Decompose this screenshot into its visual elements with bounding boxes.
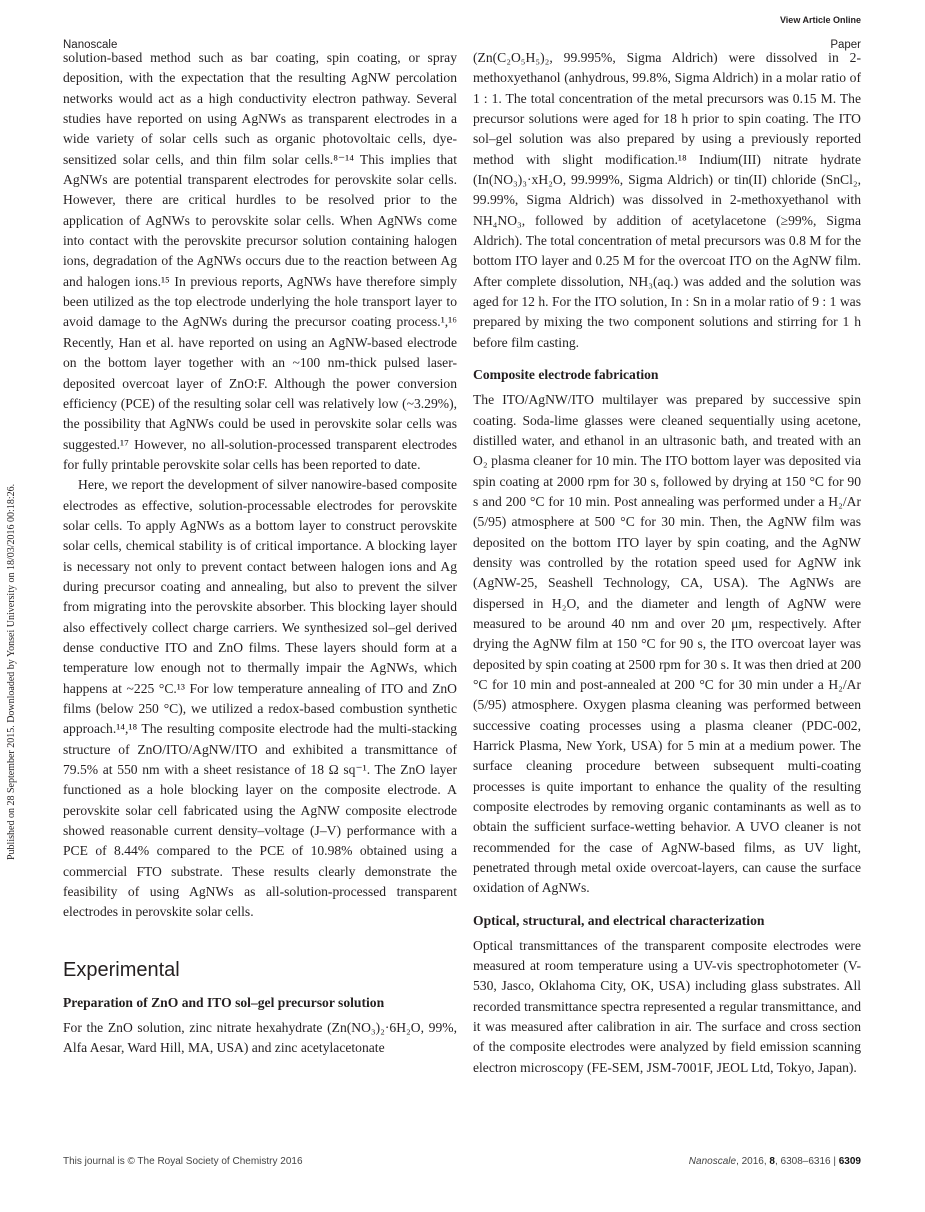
footer-year: , 2016,: [736, 1156, 770, 1167]
footer-pages: , 6308–6316 |: [774, 1156, 839, 1167]
footer-citation: [689, 1156, 861, 1167]
footer-journal: Nanoscale: [688, 1156, 737, 1167]
paragraph: Optical transmittances of the transparent composite electrodes were measured at room temperature using a UV-vis spectrophotometer (V-530, Jasco, Oklahoma City, OK, USA) including glass substrates. All recorded transmittance spectra represented a regular transmittance, and it was measured after calibration in air. The surface and cross section of the composite electrodes were analyzed by field emission scanning electron microscopy (FE-SEM, JSM-7001F, JEOL Ltd, Tokyo, Japan).: [473, 937, 861, 1075]
section-heading: Experimental: [63, 958, 180, 981]
publication-side-note: Published on 28 September 2015. Downloaded by Yonsei University on 18/03/2016 00:18:26.: [6, 483, 17, 860]
subsection-heading: Preparation of ZnO and ITO sol–gel precursor solution: [63, 994, 385, 1010]
paragraph: The ITO/AgNW/ITO multilayer was prepared by successive spin coating. Soda-lime glasses were cleaned sequentially using acetone, distilled water, and ethanol in an ultrasonic bath, and treated with an O₂ plasma cleaner for 10 min. The ITO bottom layer was deposited via spin coating at 2000 rpm for 30 s, followed by drying at 150 °C for 90 s and 200 °C for 10 min. Post annealing was performed under a H₂/Ar (5/95) atmosphere at 500 °C for 30 min. Then, the AgNW film was deposited on the bottom ITO layer by spin coating, and the AgNW density was controlled by the rotation speed used for AgNW ink (AgNW-25, Seashell Technology, CA, USA). The AgNWs are dispersed in H₂O, and the diameter and length of AgNW were measured to be around 40 nm and over 20 μm, respectively. After drying the AgNW film at 150 °C for 90 s, the ITO overcoat layer was deposited by spin coating at 2500 rpm for 30 s. It was then dried at 200 °C for 10 min and post-annealed at 200 °C for 30 min under a H₂/Ar (5/95) atmosphere. Oxygen plasma cleaning was performed between successive coating processes using a plasma cleaner (PDC-002, Harrick Plasma, New York, USA) for 5 min at a medium power. The surface cleaning procedure between subsequent multi-coating processes is quite important to enhance the quality of the resulting composite electrodes by removing organic contaminants as well as to obtain the sufficient surface-wetting behavior. A UVO cleaner is not recommended for the case of AgNW-based films, as UV light, penetrated through metal oxide overcoat-layers, can cause the surface oxidation of AgNWs.: [473, 392, 861, 896]
paragraph: (Zn(C₂O₅H₅)₂, 99.995%, Sigma Aldrich) were dissolved in 2-methoxyethanol (anhydrous, 99.8%, Sigma Aldrich) in a molar ratio of 1 : 1. The total concentration of the metal precursors was 0.15 M. The precursor solutions were aged for 18 h prior to spin coating. The ITO sol–gel solution was also prepared by using a previously reported method with slight modification.¹⁸ Indium(III) nitrate hydrate (In(NO₃)₃·xH₂O, 99.999%, Sigma Aldrich) or tin(II) chloride (SnCl₂, 99.99%, Sigma Aldrich) was dissolved in 2-methoxyethanol with NH₄NO₃, followed by addition of acetylacetone (≥99%, Sigma Aldrich). The total concentration of metal precursors was 0.8 M for the bottom ITO layer and 0.25 M for the overcoat ITO on the AgNW film. After complete dissolution, NH₃(aq.) was added and the solution was aged for 12 h. For the ITO solution, In : Sn in a molar ratio of 9 : 1 was prepared by mixing the two component solutions and stirring for 1 h before film casting.: [473, 50, 861, 350]
paragraph: solution-based method such as bar coating, spin coating, or spray deposition, with the expectation that the resulting AgNW percolation networks would act as a high conductivity electron pathway. Several studies have reported on using AgNWs as transparent electrodes in a wide variety of solar cells such as organic photovoltaic cells, dye-sensitized solar cells, and thin film solar cells.⁸⁻¹⁴ This implies that AgNWs are potential transparent electrodes for perovskite solar cells. However, there are critical hurdles to be resolved prior to the application of AgNWs to perovskite solar cells. When AgNWs come into contact with the perovskite precursor solution containing halogen ions, degradation of the AgNWs occurs due to the reaction between Ag and halogen ions.¹⁵ In previous reports, AgNWs have therefore simply been utilized as the top electrode underlying the hole transport layer to avoid damage to the AgNWs during the precursor coating process.¹,¹⁶ Recently, Han et al. have reported on using an AgNW-based electrode on the bottom layer together with an ~100 nm-thick pulsed laser-deposited overcoat layer of ZnO:F. Although the power conversion efficiency (PCE) of the resulting solar cell was relatively low (~3.29%), the possibility that AgNWs could be used in perovskite solar cells was suggested.¹⁷ However, no all-solution-processed transparent electrodes for fully printable perovskite solar cells has been reported to date.: [63, 50, 457, 472]
subsection-heading: Composite electrode fabrication: [473, 367, 659, 383]
footer-copyright: This journal is © The Royal Society of Chemistry 2016: [63, 1156, 303, 1167]
subsection-heading: Optical, structural, and electrical characterization: [473, 912, 765, 928]
footer-volume: 8: [769, 1156, 775, 1167]
running-header-section: Paper: [830, 39, 861, 51]
running-header-journal: Nanoscale: [63, 39, 118, 51]
right-column: [473, 48, 861, 1078]
paragraph: Here, we report the development of silver nanowire-based composite electrodes as effective, solution-processable electrodes for perovskite solar cells. To apply AgNWs as a bottom layer to construct perovskite solar cells, chemical stability is of critical importance. A blocking layer is necessary not only to prevent contact between halogen ions and Ag during precursor coating and annealing, but also to prevent the silver from migrating into the perovskite absorber. This blocking layer should also effectively collect charge carriers. We synthesized sol–gel derived dense conductive ITO and ZnO films. These layers should form at a temperature low enough not to thermally impair the AgNWs, which happens at ~225 °C.¹³ For low temperature annealing of ITO and ZnO films (below 250 °C), we utilized a redox-based combustion synthetic approach.¹⁴,¹⁸ The resulting composite electrode had the multi-stacking structure of ZnO/ITO/AgNW/ITO and exhibited a transmittance of 79.5% at 550 nm with a sheet resistance of 18 Ω sq⁻¹. The ZnO layer functioned as a hole blocking layer on the composite electrode. A perovskite solar cell fabricated using the AgNW composite electrode showed reasonable current density–voltage (J–V) performance with a PCE of 8.44% compared to the PCE of 10.98% obtained using a commercial FTO substrate. These results clearly demonstrate the feasibility of using AgNWs as all-solution-processed transparent electrodes in perovskite solar cells.: [63, 477, 457, 920]
left-column: [63, 48, 457, 1058]
paragraph: For the ZnO solution, zinc nitrate hexahydrate (Zn(NO₃)₂·6H₂O, 99%, Alfa Aesar, Ward Hill, MA, USA) and zinc acetylacetonate: [63, 1019, 457, 1056]
page-number: 6309: [838, 1156, 861, 1167]
view-article-online-link[interactable]: View Article Online: [779, 15, 861, 25]
